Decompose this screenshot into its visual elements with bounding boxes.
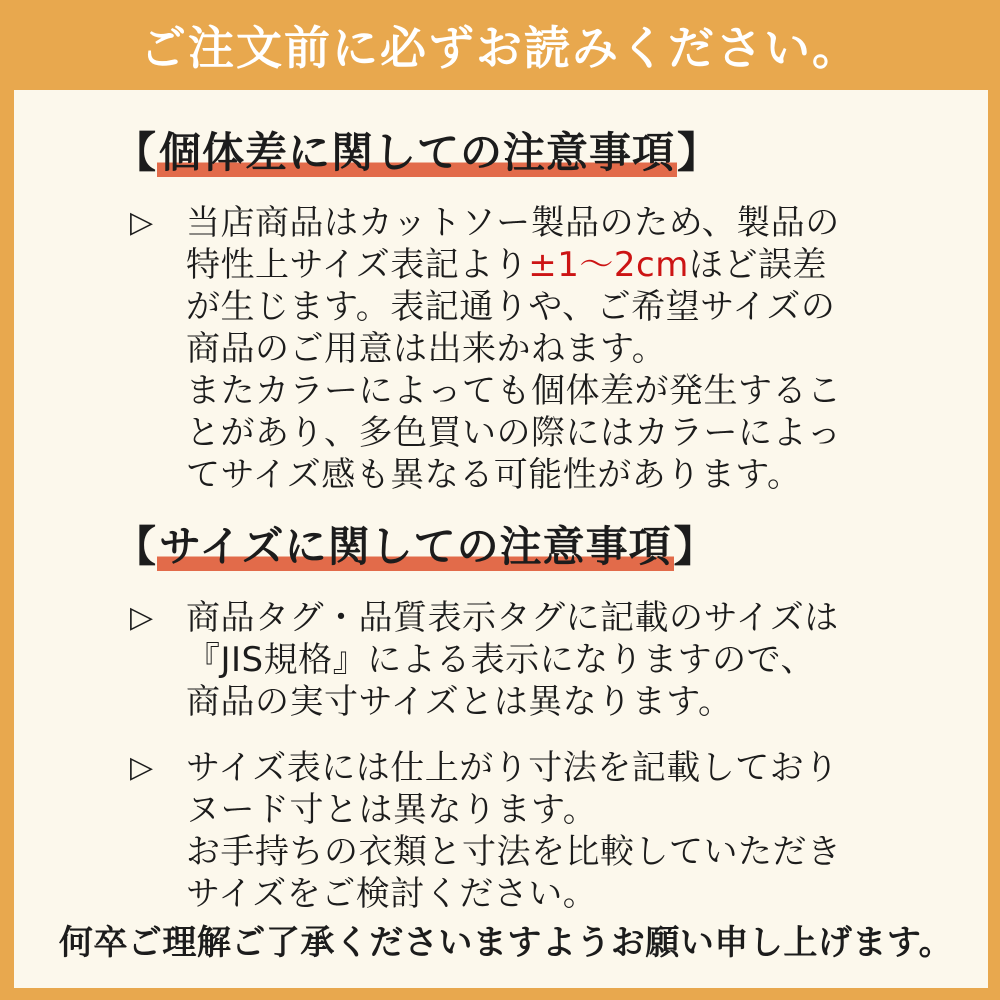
text-line [186, 244, 842, 286]
triangle-bullet-icon: ▷ [130, 749, 154, 785]
heading-bracket-close: 】 [673, 522, 717, 572]
text-line: 当店商品はカットソー製品のため、製品の [186, 203, 840, 244]
text-line: とがあり、多色買いの際にはカラーによっ [186, 413, 842, 454]
triangle-bullet-icon: ▷ [130, 205, 154, 241]
triangle-bullet-icon: ▷ [130, 599, 154, 635]
bullet-item [130, 747, 968, 915]
text-line: サイズ表には仕上がり寸法を記載しており [186, 747, 839, 788]
heading-highlight: サイズに関しての注意事項 [159, 522, 672, 572]
text-line: ヌード寸とは異なります。 [186, 789, 598, 830]
text-line: 商品タグ・品質表示タグに記載のサイズは [186, 597, 839, 638]
section-heading-individual-difference [114, 128, 968, 178]
bullet-text [186, 597, 839, 723]
text-line: 『JIS規格』による表示になりますので、 [186, 639, 815, 680]
text-segment: 特性上サイズ表記より [186, 245, 529, 286]
heading-bracket-close: 】 [677, 128, 721, 177]
bullet-item [130, 597, 968, 723]
top-banner [0, 0, 1000, 90]
text-line: が生じます。表記通りや、ご希望サイズの [186, 287, 836, 328]
heading-bracket-open: 【 [114, 128, 158, 177]
heading-bracket-open: 【 [114, 522, 158, 572]
section-heading-size [114, 522, 968, 572]
text-line: 商品のご用意は出来かねます。 [186, 329, 667, 370]
bullet-item [130, 202, 968, 496]
heading-highlight: 個体差に関しての注意事項 [159, 128, 676, 177]
text-line: お手持ちの衣類と寸法を比較していただき [186, 831, 842, 872]
text-line: サイズをご検討ください。 [186, 873, 598, 914]
text-line: またカラーによっても個体差が発生するこ [186, 371, 842, 412]
text-line: てサイズ感も異なる可能性があります。 [186, 455, 802, 496]
content-panel [14, 90, 988, 988]
bullet-text [186, 747, 842, 915]
banner-title: ご注文前に必ずお読みください。 [140, 21, 860, 75]
footer-note: 何卒ご理解ご了承くださいますようお願い申し上げます。 [58, 922, 954, 963]
text-segment: ほど誤差 [688, 245, 827, 286]
text-line: 商品の実寸サイズとは異なります。 [186, 681, 733, 722]
accent-red-text: ±1〜2cm [528, 245, 689, 286]
bullet-text [186, 202, 842, 496]
